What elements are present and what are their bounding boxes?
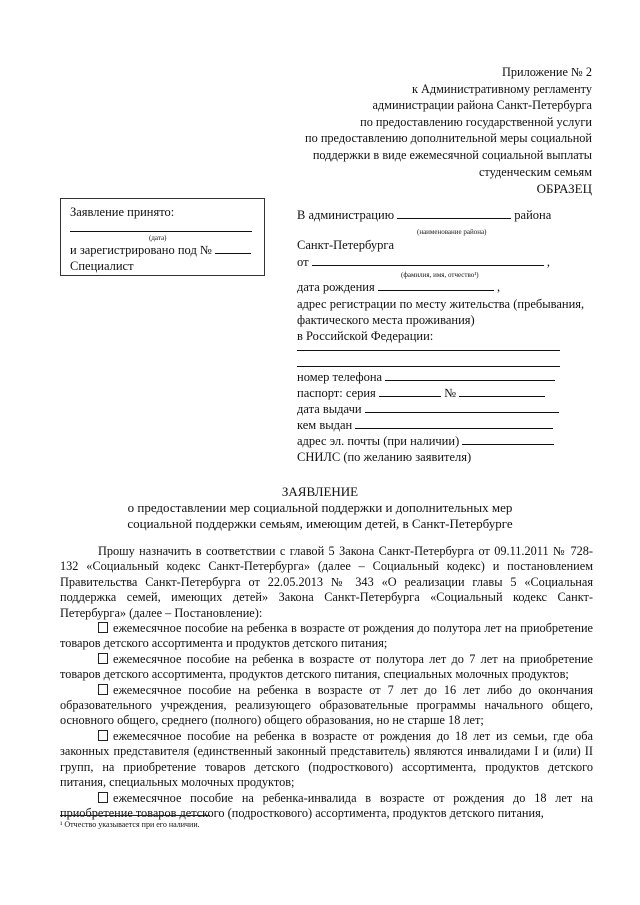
email-row: адрес эл. почты (при наличии) xyxy=(297,434,554,449)
statement-title xyxy=(0,484,640,532)
fio-field xyxy=(312,265,544,266)
issued-by-row: кем выдан xyxy=(297,418,553,433)
header-line: по предоставлению дополнительной меры социальной xyxy=(305,131,592,146)
registration-number-line xyxy=(215,253,251,254)
birth-date-field xyxy=(378,290,494,291)
statement-subtitle-2: социальной поддержки семьям, имеющим детей, в Санкт-Петербурге xyxy=(127,516,513,531)
from-row: от , xyxy=(297,255,550,269)
footnote: ¹ Отчество указывается при его наличии. xyxy=(60,820,200,829)
header-line: к Административному регламенту xyxy=(411,81,592,96)
address-label-1: адрес регистрации по месту жительства (пребывания, xyxy=(297,297,585,311)
address-label-2: фактического места проживания) xyxy=(297,313,475,327)
date-hint: (дата) xyxy=(149,234,167,242)
intro-paragraph: Прошу назначить в соответствии с главой 5 Закона Санкт-Петербурга от 09.11.2011 № 728-132 «Социальный кодекс Санкт-Петербурга» (далее – Социальный кодекс) и постановлением Правительства Санкт-Петербурга от 22.05.2013 № 343 «О реализации главы 5 «Социальная поддержка семей, имеющих детей» Закона Санкт-Петербурга «Социальный кодекс Санкт-Петербурга» (далее – Постановление): xyxy=(60,544,593,620)
snils-label: СНИЛС (по желанию заявителя) xyxy=(297,450,472,464)
email-field xyxy=(462,444,554,445)
phone-field xyxy=(385,380,555,381)
accepted-label: Заявление принято: xyxy=(70,205,175,219)
district-field xyxy=(397,218,511,219)
checkbox[interactable] xyxy=(98,622,108,633)
benefit-option: ежемесячное пособие на ребенка в возрасте от рождения до полутора лет на приобретение товаров детского ассортимента и продуктов детского питания; xyxy=(60,621,593,651)
header-line: студенческим семьям xyxy=(478,164,592,179)
checkbox[interactable] xyxy=(98,792,108,803)
sample-label: ОБРАЗЕЦ xyxy=(536,181,592,196)
specialist-label: Специалист xyxy=(70,259,134,273)
statement-body xyxy=(60,544,593,821)
registration-stamp-box xyxy=(60,198,265,276)
issue-date-field xyxy=(365,412,559,413)
registered-label: и зарегистрировано под № xyxy=(70,243,251,258)
passport-series-field xyxy=(379,396,441,397)
date-line xyxy=(70,231,252,232)
checkbox[interactable] xyxy=(98,684,108,695)
phone-row: номер телефона xyxy=(297,370,555,385)
city-label: Санкт-Петербурга xyxy=(297,238,395,252)
address-line-1 xyxy=(297,350,560,351)
fio-hint: (фамилия, имя, отчество¹) xyxy=(401,271,479,279)
issued-by-field xyxy=(355,428,553,429)
benefit-option: ежемесячное пособие на ребенка в возрасте от полутора лет до 7 лет на приобретение товаров детского ассортимента, продуктов детского питания, специальных молочных продуктов; xyxy=(60,651,593,682)
address-label-3: в Российской Федерации: xyxy=(297,329,434,343)
header-line: Приложение № 2 xyxy=(501,65,592,79)
benefit-option: ежемесячное пособие на ребенка в возрасте от 7 лет до 16 лет либо до окончания образовательного учреждения, реализующего образовательные программы начального общего, основного общего, среднего (полного) общего образования, но не старше 18 лет; xyxy=(60,682,593,728)
passport-number-field xyxy=(459,396,545,397)
statement-heading: ЗАЯВЛЕНИЕ xyxy=(281,484,359,499)
admin-row: В администрацию района xyxy=(297,208,552,222)
district-hint: (наименование района) xyxy=(417,228,487,236)
appendix-header xyxy=(262,64,592,180)
checkbox[interactable] xyxy=(98,653,108,664)
header-line: администрации района Санкт-Петербурга xyxy=(372,98,592,113)
footnote-separator xyxy=(60,815,210,816)
header-line: по предоставлению государственной услуги xyxy=(360,114,592,129)
passport-row: паспорт: серия № xyxy=(297,386,545,401)
benefit-option: ежемесячное пособие на ребенка-инвалида в возрасте от рождения до 18 лет на приобретение товаров детского (подросткового) ассортимента, продуктов детского питания, xyxy=(60,790,593,820)
address-line-2 xyxy=(297,366,560,367)
checkbox[interactable] xyxy=(98,730,108,741)
header-line: поддержки в виде ежемесячной социальной выплаты xyxy=(312,147,592,162)
issue-date-row: дата выдачи xyxy=(297,402,559,417)
benefit-option: ежемесячное пособие на ребенка в возрасте от рождения до 18 лет из семьи, где оба законных представителя (единственный законный представитель) являются инвалидами I и (или) II групп, на приобретение товаров детского (подросткового) ассортимента, продуктов детского питания, специальных молочных продуктов; xyxy=(60,728,593,790)
statement-subtitle-1: о предоставлении мер социальной поддержки и дополнительных мер xyxy=(127,500,513,515)
birth-date-row: дата рождения , xyxy=(297,280,501,294)
